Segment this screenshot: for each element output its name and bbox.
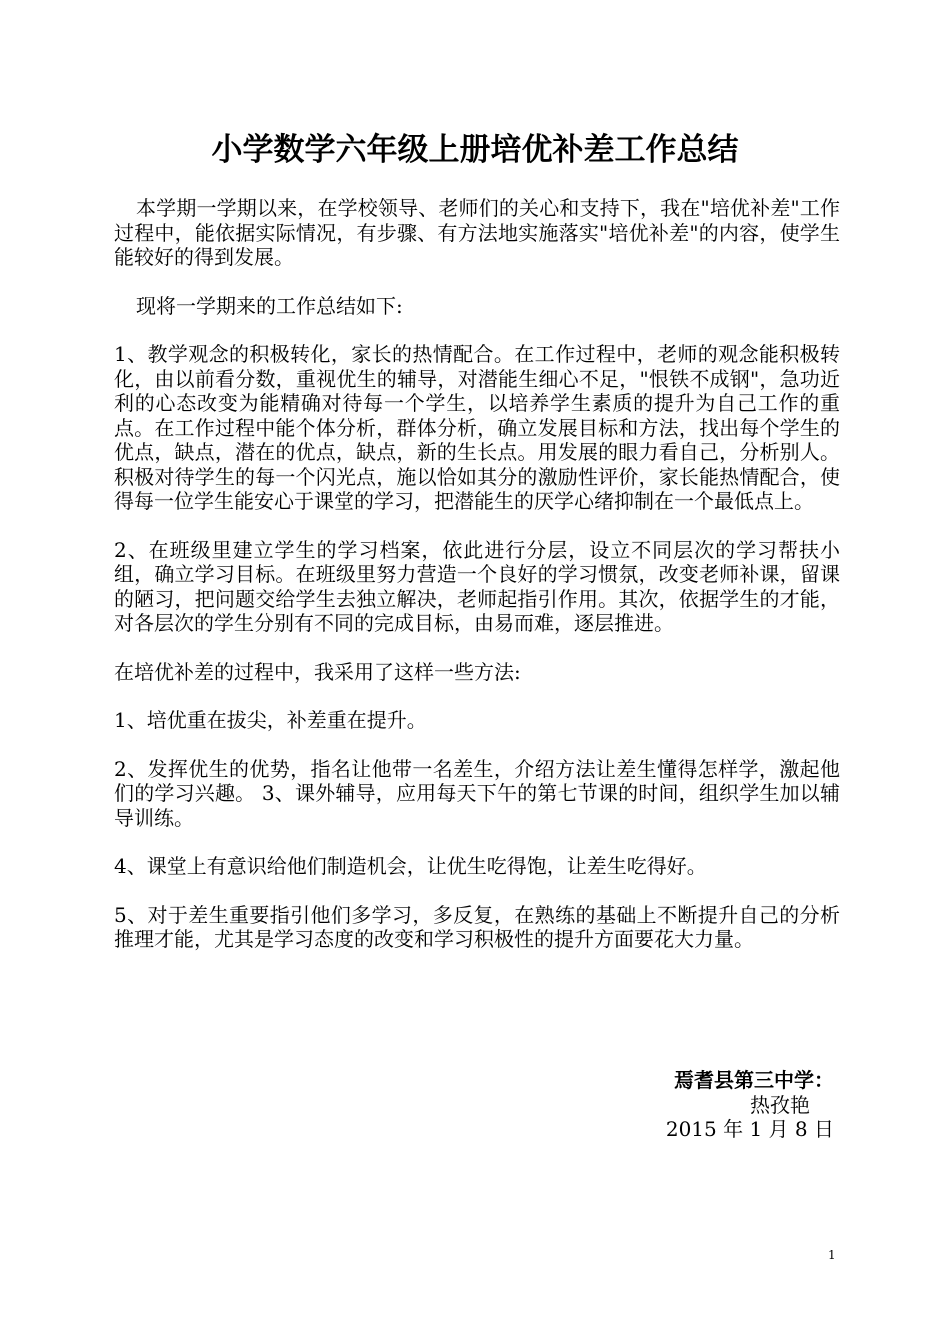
point-2-paragraph: 2、在班级里建立学生的学习档案，依此进行分层，设立不同层次的学习帮扶小组，确立学习目标。在班级里努力营造一个良好的学习惯氛，改变老师补课，留课的陋习，把问题交给学生去独立解决，老师起指引作用。其次，依据学生的才能，对各层次的学生分别有不同的完成目标，由易而难，逐层推进。 bbox=[114, 537, 840, 635]
signature-block bbox=[600, 1068, 834, 1142]
document-body bbox=[114, 196, 840, 976]
intro-paragraph: 本学期一学期以来，在学校领导、老师们的关心和支持下，我在"培优补差"工作过程中，能依据实际情况，有步骤、有方法地实施落实"培优补差"的内容，使学生能较好的得到发展。 bbox=[114, 196, 840, 269]
point-1-paragraph: 1、教学观念的积极转化，家长的热情配合。在工作过程中，老师的观念能积极转化，由以前看分数，重视优生的辅导，对潜能生细心不足，"恨铁不成钢"，急功近利的心态改变为能精确对待每一个学生，以培养学生素质的提升为自己工作的重点。在工作过程中能个体分析，群体分析，确立发展目标和方法，找出每个学生的优点，缺点，潜在的优点，缺点，新的生长点。用发展的眼力看自己，分析别人。积极对待学生的每一个闪光点，施以恰如其分的激励性评价，家长能热情配合，使得每一位学生能安心于课堂的学习，把潜能生的厌学心绪抑制在一个最低点上。 bbox=[114, 342, 840, 513]
school-name: 焉耆县第三中学： bbox=[674, 1068, 834, 1092]
method-4-paragraph: 4、课堂上有意识给他们制造机会，让优生吃得饱，让差生吃得好。 bbox=[114, 854, 707, 878]
signature-date: 2015 年 1 月 8 日 bbox=[665, 1117, 834, 1141]
page-number: 1 bbox=[828, 1248, 836, 1262]
author-name: 热孜艳 bbox=[750, 1092, 810, 1117]
summary-lead-paragraph: 现将一学期来的工作总结如下: bbox=[136, 293, 403, 318]
method-2-3-paragraph: 2、发挥优生的优势，指名让他带一名差生，介绍方法让差生懂得怎样学，激起他们的学习兴趣。 3、课外辅导，应用每天下午的第七节课的时间，组织学生加以辅导训练。 bbox=[114, 756, 840, 830]
document-title: 小学数学六年级上册培优补差工作总结 bbox=[211, 132, 739, 168]
method-1-paragraph: 1、培优重在拔尖，补差重在提升。 bbox=[114, 708, 427, 732]
method-5-paragraph: 5、对于差生重要指引他们多学习，多反复，在熟练的基础上不断提升自己的分析推理才能，尤其是学习态度的改变和学习积极性的提升方面要花大力量。 bbox=[114, 902, 840, 951]
methods-lead-paragraph: 在培优补差的过程中，我采用了这样一些方法: bbox=[114, 659, 521, 684]
